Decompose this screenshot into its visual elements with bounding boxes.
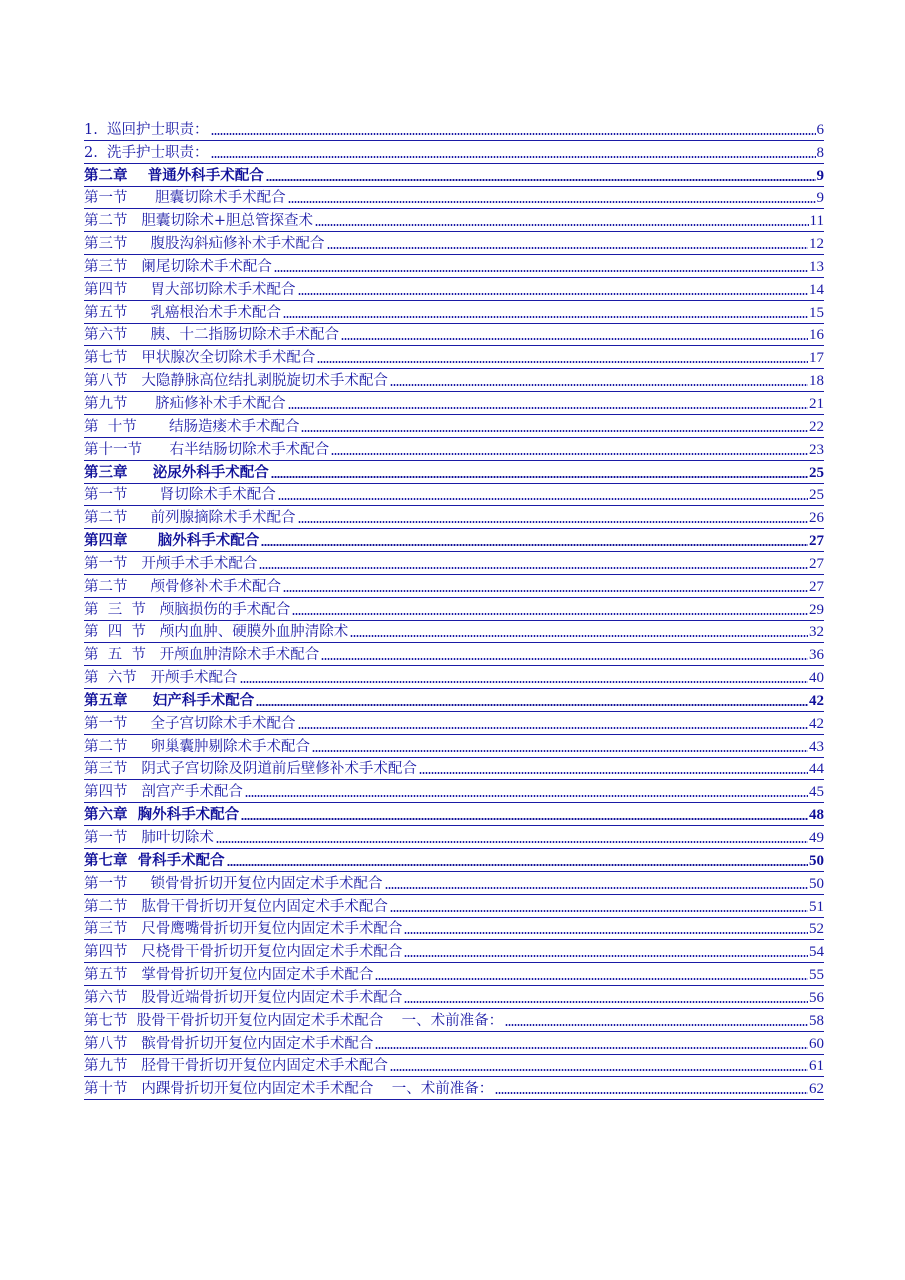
toc-entry-title: 第七章 骨科手术配合 [84,851,225,869]
toc-entry-title: 第五节 乳癌根治术手术配合 [84,304,282,321]
toc-entry-title: 第一节 锁骨骨折切开复位内固定术手术配合 [84,875,383,892]
toc-entry-title: 2. 洗手护士职责： [84,144,209,161]
toc-page-number: 27 [809,578,824,595]
dot-leader [274,269,808,273]
dot-leader [390,909,808,913]
toc-entry-link[interactable] [84,1032,824,1055]
dot-leader [266,178,816,182]
dot-leader [211,132,816,136]
toc-page-number: 23 [809,441,824,458]
toc-entry-title: 第四节 胃大部切除术手术配合 [84,281,296,298]
toc-page-number: 15 [809,304,824,321]
toc-entry-link[interactable] [84,369,824,392]
toc-page-number: 13 [809,258,824,275]
toc-entry-link[interactable] [84,141,824,164]
toc-page-number: 45 [809,784,824,801]
toc-entry-title: 第六章 胸外科手术配合 [84,806,240,824]
dot-leader [261,543,808,547]
dot-leader [278,497,808,501]
dot-leader [312,749,808,753]
toc-entry-title: 第六节 股骨近端骨折切开复位内固定术手术配合 [84,989,403,1006]
dot-leader [404,931,808,935]
dot-leader [259,566,808,570]
toc-entry-title: 第 四 节 颅内血肿、硬膜外血肿清除术 [84,624,349,641]
toc-page-number: 22 [809,418,824,435]
toc-entry-link[interactable] [84,209,824,232]
toc-page-number: 60 [809,1035,824,1052]
toc-page-number: 8 [816,144,824,161]
dot-leader [419,771,808,775]
toc-entry-link[interactable] [84,735,824,758]
toc-page-number: 49 [809,830,824,846]
dot-leader [240,680,808,684]
toc-entry-title: 第三节 尺骨鹰嘴骨折切开复位内固定术手术配合 [84,921,403,938]
toc-page-number: 42 [809,715,824,732]
toc-entry-title: 第十节 内踝骨折切开复位内固定术手术配合 一、术前准备： [84,1081,494,1098]
toc-entry-link[interactable] [84,415,824,438]
toc-entry-link[interactable] [84,780,824,803]
dot-leader [331,452,808,456]
toc-page-number: 52 [809,921,824,938]
toc-entry-title: 第四节 尺桡骨干骨折切开复位内固定术手术配合 [84,944,403,961]
toc-entry-title: 第五章 妇产科手术配合 [84,691,255,709]
dot-leader [350,634,808,638]
toc-entry-link[interactable] [84,963,824,986]
toc-entry-title: 第五节 掌骨骨折切开复位内固定术手术配合 [84,967,374,984]
toc-entry-link[interactable] [84,758,824,781]
toc-page-number: 54 [809,944,824,961]
dot-leader [298,726,808,730]
toc-page-number: 14 [809,281,824,298]
toc-entry-title: 第一节 全子宫切除术手术配合 [84,715,296,732]
toc-entry-title: 第一节 肺叶切除术 [84,830,214,846]
toc-entry-title: 第 六节 开颅手术配合 [84,670,238,687]
toc-entry-link[interactable] [84,872,824,895]
toc-entry-link[interactable] [84,255,824,278]
toc-entry-link[interactable] [84,278,824,301]
toc-page-number: 43 [809,738,824,755]
dot-leader [315,223,809,227]
toc-entry-title: 第二节 肱骨干骨折切开复位内固定术手术配合 [84,898,388,915]
toc-entry-title: 1. 巡回护士职责： [84,121,209,138]
toc-entry-title: 第一节 肾切除术手术配合 [84,487,276,504]
toc-entry-link[interactable] [84,392,824,415]
toc-entry-link[interactable] [84,301,824,324]
dot-leader [283,315,808,319]
toc-entry-link[interactable] [84,1055,824,1078]
toc-entry-title: 第一节 胆囊切除术手术配合 [84,190,286,207]
toc-page-number: 50 [809,852,824,869]
toc-page-number: 42 [809,692,824,709]
toc-page-number: 16 [809,327,824,344]
toc-page-number: 26 [809,510,824,527]
toc-page-number: 11 [809,213,824,230]
toc-entry-link[interactable] [84,712,824,735]
toc-entry-title: 第七节 股骨干骨折切开复位内固定术手术配合 一、术前准备： [84,1012,504,1029]
dot-leader [211,155,816,159]
toc-entry-link[interactable] [84,1077,824,1100]
toc-entry-title: 第八节 大隐静脉高位结扎剥脱旋切术手术配合 [84,373,388,390]
toc-entry-link[interactable] [84,598,824,621]
toc-page-number: 9 [816,190,824,207]
toc-entry-title: 第三节 阴式子宫切除及阴道前后壁修补术手术配合 [84,761,417,778]
toc-entry-title: 第六节 胰、十二指肠切除术手术配合 [84,327,340,344]
toc-entry-title: 第九节 脐疝修补术手术配合 [84,395,286,412]
toc-entry-link[interactable] [84,643,824,666]
toc-page-number: 58 [809,1012,824,1029]
toc-entry-title: 第三节 腹股沟斜疝修补术手术配合 [84,236,325,253]
toc-entry-link[interactable] [84,621,824,644]
dot-leader [256,703,808,707]
toc-entry-title: 第十一节 右半结肠切除术手术配合 [84,441,330,458]
toc-entry-title: 第八节 髌骨骨折切开复位内固定术手术配合 [84,1035,374,1052]
toc-entry-link[interactable] [84,666,824,689]
toc-entry-title: 第 十节 结肠造瘘术手术配合 [84,418,300,435]
dot-leader [271,475,808,479]
toc-entry-title: 第九节 胫骨干骨折切开复位内固定术手术配合 [84,1058,388,1075]
toc-page-number: 32 [809,624,824,641]
dot-leader [495,1091,808,1095]
dot-leader [216,840,808,844]
toc-page-number: 29 [809,601,824,618]
toc-chapter-link[interactable] [84,689,824,712]
toc-entry-link[interactable] [84,986,824,1009]
toc-chapter-link[interactable] [84,461,824,484]
toc-entry-title: 第 三 节 颅脑损伤的手术配合 [84,601,291,618]
toc-chapter-link[interactable] [84,529,824,552]
dot-leader [404,1000,808,1004]
toc-chapter-link[interactable] [84,164,824,187]
toc-entry-title: 第 五 节 开颅血肿清除术手术配合 [84,647,320,664]
toc-page-number: 27 [809,555,824,572]
toc-entry-link[interactable] [84,940,824,963]
toc-page-number: 36 [809,647,824,664]
toc-entry-link[interactable] [84,484,824,507]
toc-page-number: 48 [809,807,824,824]
toc-entry-link[interactable] [84,826,824,849]
dot-leader [375,977,808,981]
toc-page-number: 12 [809,236,824,253]
toc-entry-link[interactable] [84,324,824,347]
dot-leader [245,794,808,798]
dot-leader [404,954,808,958]
toc-page-number: 50 [809,875,824,892]
dot-leader [241,817,808,821]
toc-page-number: 55 [809,967,824,984]
dot-leader [283,589,808,593]
dot-leader [321,657,808,661]
dot-leader [298,520,808,524]
dot-leader [505,1023,808,1027]
dot-leader [288,406,808,410]
toc-page-number: 21 [809,395,824,412]
toc-entry-title: 第一节 开颅手术手术配合 [84,555,258,572]
toc-page-number: 27 [809,533,824,550]
toc-page-number: 25 [809,464,824,481]
toc-page-number: 51 [809,898,824,915]
toc-entry-title: 第二章 普通外科手术配合 [84,166,264,184]
toc-entry-title: 第三节 阑尾切除术手术配合 [84,258,272,275]
toc-entry-title: 第二节 前列腺摘除术手术配合 [84,510,296,527]
toc-entry-link[interactable] [84,118,824,141]
toc-page-number: 40 [809,670,824,687]
toc-entry-title: 第二节 胆囊切除术+胆总管探查术 [84,213,313,230]
toc-entry-link[interactable] [84,232,824,255]
toc-entry-link[interactable] [84,187,824,210]
dot-leader [327,246,808,250]
toc-page-number: 61 [809,1058,824,1075]
toc-entry-link[interactable] [84,575,824,598]
toc-entry-link[interactable] [84,506,824,529]
dot-leader [390,1068,808,1072]
dot-leader [227,863,808,867]
toc-page-number: 6 [816,121,824,138]
toc-page-number: 56 [809,989,824,1006]
toc-entry-link[interactable] [84,918,824,941]
toc-chapter-link[interactable] [84,849,824,872]
toc-page-number: 9 [816,167,824,184]
dot-leader [385,886,808,890]
toc-chapter-link[interactable] [84,803,824,826]
toc-entry-link[interactable] [84,552,824,575]
dot-leader [375,1046,808,1050]
toc-entry-title: 第二节 颅骨修补术手术配合 [84,578,282,595]
dot-leader [288,200,816,204]
toc-entry-link[interactable] [84,346,824,369]
toc-page-number: 18 [809,373,824,390]
toc-page-number: 62 [809,1081,824,1098]
dot-leader [341,337,808,341]
toc-entry-title: 第二节 卵巢囊肿剔除术手术配合 [84,738,311,755]
dot-leader [292,612,808,616]
dot-leader [301,429,808,433]
toc-page-number: 17 [809,350,824,367]
toc-entry-title: 第四章 脑外科手术配合 [84,532,260,550]
toc-entry-title: 第三章 泌尿外科手术配合 [84,463,269,481]
toc-page-number: 25 [809,487,824,504]
toc-page-number: 44 [809,761,824,778]
dot-leader [390,383,808,387]
toc-entry-link[interactable] [84,1009,824,1032]
toc-entry-link[interactable] [84,895,824,918]
dot-leader [298,292,808,296]
table-of-contents [84,118,824,1100]
toc-entry-link[interactable] [84,438,824,461]
toc-entry-title: 第四节 剖宫产手术配合 [84,784,243,801]
dot-leader [317,360,808,364]
toc-entry-title: 第七节 甲状腺次全切除术手术配合 [84,350,316,367]
